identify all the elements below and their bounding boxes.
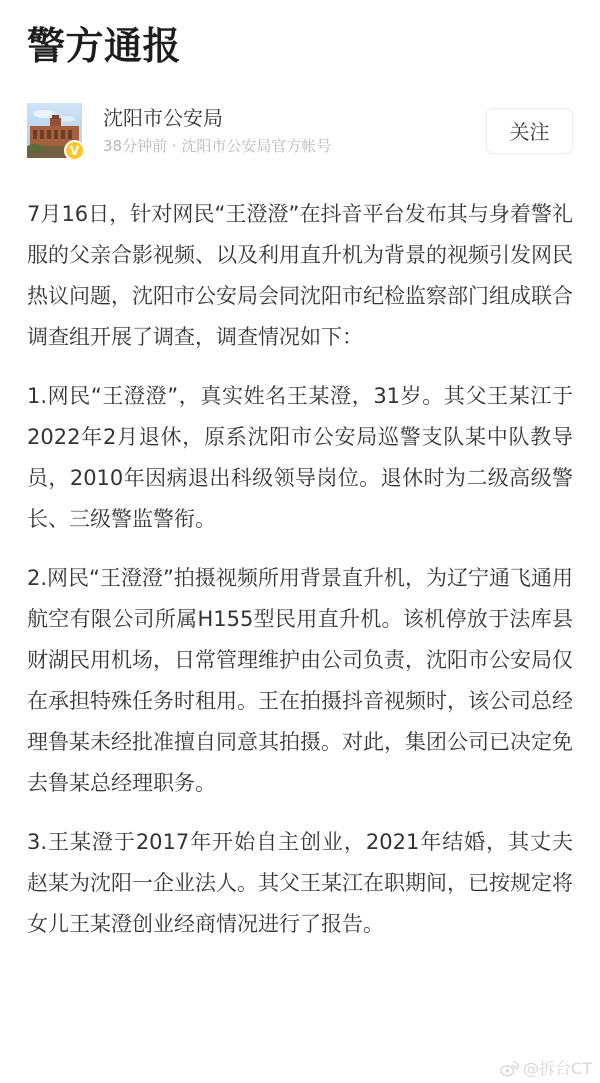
article-body [27,194,573,945]
verified-badge-icon: V [64,140,85,161]
watermark-text: @拆台CT [523,1058,592,1078]
paragraph-intro: 7月16日，针对网民“王澄澄”在抖音平台发布其与身着警礼服的父亲合影视频、以及利用直升机为背景的视频引发网民热议问题，沈阳市公安局会同沈阳市纪检监察部门组成联合调查组开展了调查，调查情况如下： [27,201,573,349]
author-info [103,106,486,155]
author-name[interactable]: 沈阳市公安局 [103,106,223,131]
police-notice-post [0,24,600,1083]
paragraph-item-1: 1.网民“王澄澄”，真实姓名王某澄，31岁。其父王某江于2022年2月退休，原系沈阳市公安局巡警支队某中队教导员，2010年因病退出科级领导岗位。退休时为二级高级警长、三级警监警衔。 [27,383,573,531]
paragraph-item-3: 3.王某澄于2017年开始自主创业，2021年结婚，其丈夫赵某为沈阳一企业法人。其父王某江在职期间，已按规定将女儿王某澄创业经商情况进行了报告。 [27,829,573,936]
watermark [499,1060,592,1077]
author-header [27,103,573,159]
weibo-logo-icon [499,1060,519,1077]
avatar[interactable] [27,103,82,158]
page-title: 警方通报 [27,24,182,68]
post-meta: 38分钟前 · 沈阳市公安局官方帐号 [103,137,332,156]
paragraph-item-2: 2.网民“王澄澄”拍摄视频所用背景直升机，为辽宁通飞通用航空有限公司所属H155型民用直升机。该机停放于法库县财湖民用机场，日常管理维护由公司负责，沈阳市公安局仅在承担特殊任务时租用。王在拍摄抖音视频时，该公司总经理鲁某未经批准擅自同意其拍摄。对此，集团公司已决定免去鲁某总经理职务。 [27,565,573,795]
follow-button[interactable]: 关注 [486,108,573,154]
